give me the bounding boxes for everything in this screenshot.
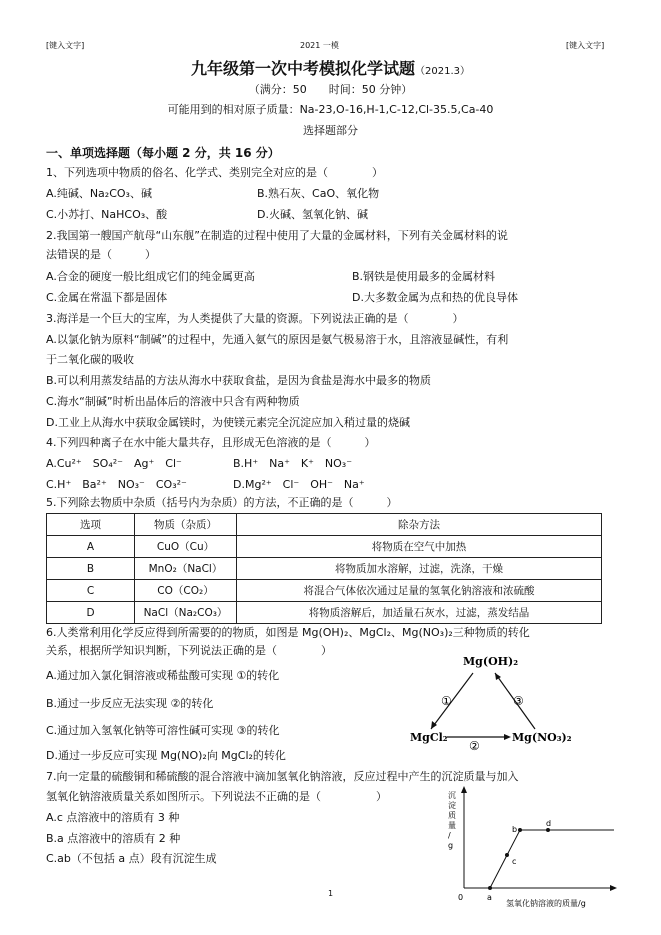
origin-label: 0 [458,893,464,902]
q3-option-a-line2: 于二氧化碳的吸收 [46,353,134,366]
q2-option-d: D.大多数金属为点和热的优良导体 [352,291,518,304]
graph-line [490,830,614,888]
table-header-row [47,514,602,536]
part-title: 选择题部分 [303,124,358,137]
page-number: 1 [327,889,334,898]
q6-stem-line2: 关系，根据所学知识判断，下列说法正确的是（ ） [46,644,332,657]
table-header: 除杂方法 [237,514,602,536]
point-b [518,828,522,832]
diagram-right-label: Mg(NO₃)₂ [512,731,572,744]
table-cell: 将物质在空气中加热 [237,536,602,558]
point-c [505,853,509,857]
title-text: 九年级第一次中考模拟化学试题 [190,59,415,78]
y-axis-label-char: 量 [448,821,456,830]
page-title [0,56,661,79]
diagram-num-3: ③ [513,694,524,708]
q6-option-a: A.通过加入氯化铜溶液或稀盐酸可实现 ①的转化 [46,669,280,682]
header-center: 2021 一模 [300,41,339,50]
table-cell: C [47,580,135,602]
q5-stem: 5.下列除去物质中杂质（括号内为杂质）的方法，不正确的是（ ） [46,496,398,509]
arrow-2-head [504,734,511,740]
q2-stem-line2: 法错误的是（ ） [46,248,156,261]
table-cell: 将物质溶解后，加适量石灰水，过滤，蒸发结晶 [237,602,602,624]
table-cell: CuO（Cu） [135,536,237,558]
q1-option-c: C.小苏打、NaHCO₃、酸 [46,208,168,221]
q6-option-d: D.通过一步反应可实现 Mg(NO)₂向 MgCl₂的转化 [46,749,286,762]
q2-option-b: B.钢铁是使用最多的金属材料 [352,270,496,283]
arrow-1-line [431,673,473,729]
q6-option-b: B.通过一步反应无法实现 ②的转化 [46,697,214,710]
table-cell: 将物质加水溶解，过滤，洗涤，干燥 [237,558,602,580]
q1-option-a: A.纯碱、Na₂CO₃、碱 [46,187,152,200]
table-cell: NaCl（Na₂CO₃） [135,602,237,624]
score-time: （满分：50 时间：50 分钟） [248,83,413,96]
table-header: 物质（杂质） [135,514,237,536]
table-header: 选项 [47,514,135,536]
point-d [546,828,550,832]
q3-option-c: C.海水“制碱”时析出晶体后的溶液中只含有两种物质 [46,395,300,408]
q4-option-a: A.Cu²⁺ SO₄²⁻ Ag⁺ Cl⁻ [46,457,182,470]
diagram-left-label: MgCl₂ [410,731,448,744]
table-cell: CO（CO₂） [135,580,237,602]
atomic-mass: 可能用到的相对原子质量：Na-23,O-16,H-1,C-12,Cl-35.5,Ca-40 [167,103,494,116]
y-axis-label [448,791,456,850]
conversion-diagram [405,653,580,753]
q7-option-b: B.a 点溶液中的溶质有 2 种 [46,832,181,845]
q3-option-d: D.工业上从海水中获取金属镁时，为使镁元素完全沉淀应加入稍过量的烧碱 [46,416,410,429]
label-a: a [487,893,492,902]
q4-option-c: C.H⁺ Ba²⁺ NO₃⁻ CO₃²⁻ [46,478,187,491]
diagram-num-1: ① [441,694,452,708]
q3-option-a-line1: A.以氯化钠为原料“制碱”的过程中，先通入氨气的原因是氨气极易溶于水，且溶液显碱性，有利 [46,333,509,346]
y-axis-label-char: 质 [448,811,456,820]
q7-stem-line1: 7.向一定量的硫酸铜和稀硫酸的混合溶液中滴加氢氧化钠溶液，反应过程中产生的沉淀质量与加入 [46,770,519,783]
y-axis-label-char: 淀 [448,801,456,810]
q2-stem-line1: 2.我国第一艘国产航母“山东舰”在制造的过程中使用了大量的金属材料，下列有关金属材料的说 [46,229,508,242]
y-axis-label-char: / [448,831,451,840]
label-b: b [512,825,518,834]
q3-stem: 3.海洋是一个巨大的宝库，为人类提供了大量的资源。下列说法正确的是（ ） [46,312,464,325]
q7-stem-line2: 氢氧化钠溶液质量关系如图所示。下列说法不正确的是（ ） [46,790,387,803]
table-cell: D [47,602,135,624]
label-c: c [512,857,517,866]
header-left: [键入文字] [46,41,85,50]
q5-table [46,513,602,624]
header-right: [键入文字] [566,41,605,50]
x-axis-label: 氢氧化钠溶液的质量/g [506,899,586,908]
table-row [47,558,602,580]
table-cell: A [47,536,135,558]
table-cell: MnO₂（NaCl） [135,558,237,580]
table-row [47,580,602,602]
table-row [47,536,602,558]
table-cell: B [47,558,135,580]
section-title: 一、单项选择题（每小题 2 分，共 16 分） [46,146,280,160]
q2-option-c: C.金属在常温下都是固体 [46,291,168,304]
arrow-3-head [495,673,501,680]
q1-option-b: B.熟石灰、CaO、氧化物 [257,187,380,200]
q6-stem-line1: 6.人类常利用化学反应得到所需要的的物质，如图是 Mg(OH)₂、MgCl₂、Mg(NO₃)₂三种物质的转化 [46,626,530,639]
title-year: （2021.3） [415,66,470,77]
diagram-top-label: Mg(OH)₂ [463,655,519,668]
q4-option-b: B.H⁺ Na⁺ K⁺ NO₃⁻ [233,457,353,470]
table-row [47,602,602,624]
q2-option-a: A.合金的硬度一般比组成它们的纯金属更高 [46,270,255,283]
table-cell: 将混合气体依次通过足量的氢氧化钠溶液和浓硫酸 [237,580,602,602]
diagram-num-2: ② [469,739,480,753]
q7-option-c: C.ab（不包括 a 点）段有沉淀生成 [46,852,217,865]
y-axis-label-char: g [448,841,454,850]
q6-option-c: C.通过加入氢氧化钠等可溶性碱可实现 ③的转化 [46,724,280,737]
q1-option-d: D.火碱、氢氧化钠、碱 [257,208,368,221]
q4-stem: 4.下列四种离子在水中能大量共存，且形成无色溶液的是（ ） [46,436,376,449]
y-axis-arrow [461,786,467,793]
q7-option-a: A.c 点溶液中的溶质有 3 种 [46,811,180,824]
y-axis-label-char: 沉 [448,791,456,800]
q1-stem: 1、下列选项中物质的俗名、化学式、类别完全对应的是（ ） [46,166,383,179]
label-d: d [546,819,552,828]
q4-option-d: D.Mg²⁺ Cl⁻ OH⁻ Na⁺ [233,478,365,491]
q3-option-b: B.可以利用蒸发结晶的方法从海水中获取食盐，是因为食盐是海水中最多的物质 [46,374,432,387]
